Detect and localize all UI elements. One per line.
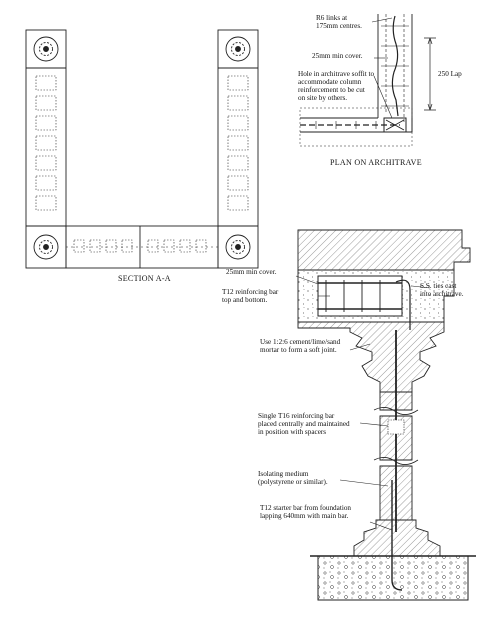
- elevation-t16-label: Single T16 reinforcing bar placed centrally and maintained in position with spacers: [258, 412, 350, 436]
- elevation-isolating-label: Isolating medium (polystyrene or similar).: [258, 470, 328, 486]
- plan-lap-dimension: 250 Lap: [438, 70, 462, 78]
- section-right-leg: [218, 30, 258, 268]
- base-moulding: [354, 520, 440, 556]
- elevation-mortar-label: Use 1:2:6 cement/lime/sand mortar to form a soft joint.: [260, 338, 341, 354]
- elevation-starter-label: T12 starter bar from foundation lapping 640mm with main bar.: [260, 504, 352, 520]
- elevation-cover-label: 25mm min cover.: [226, 268, 277, 276]
- cornice: [298, 230, 470, 270]
- plan-architrave-caption: PLAN ON ARCHITRAVE: [330, 158, 422, 167]
- corner-column-top-left: [34, 37, 58, 61]
- elevation-ss-ties-label: S.S. ties cast into architrave.: [420, 282, 464, 298]
- corner-column-bottom-right: [226, 235, 250, 259]
- section-aa-drawing: [26, 30, 258, 268]
- corner-column-bottom-left: [34, 235, 58, 259]
- plan-links-label: R6 links at 175mm centres.: [316, 14, 362, 30]
- capital-moulding: [298, 322, 444, 392]
- plan-hole-label: Hole in architrave soffit to accommodate column reinforcement to be cut on site by others.: [298, 70, 375, 102]
- elevation-t12-label: T12 reinforcing bar top and bottom.: [222, 288, 279, 304]
- plan-cover-label: 25mm min cover.: [312, 52, 363, 60]
- section-aa-caption: SECTION A-A: [118, 274, 171, 283]
- foundation: [318, 556, 468, 600]
- corner-column-top-right: [226, 37, 250, 61]
- section-left-leg: [26, 30, 66, 268]
